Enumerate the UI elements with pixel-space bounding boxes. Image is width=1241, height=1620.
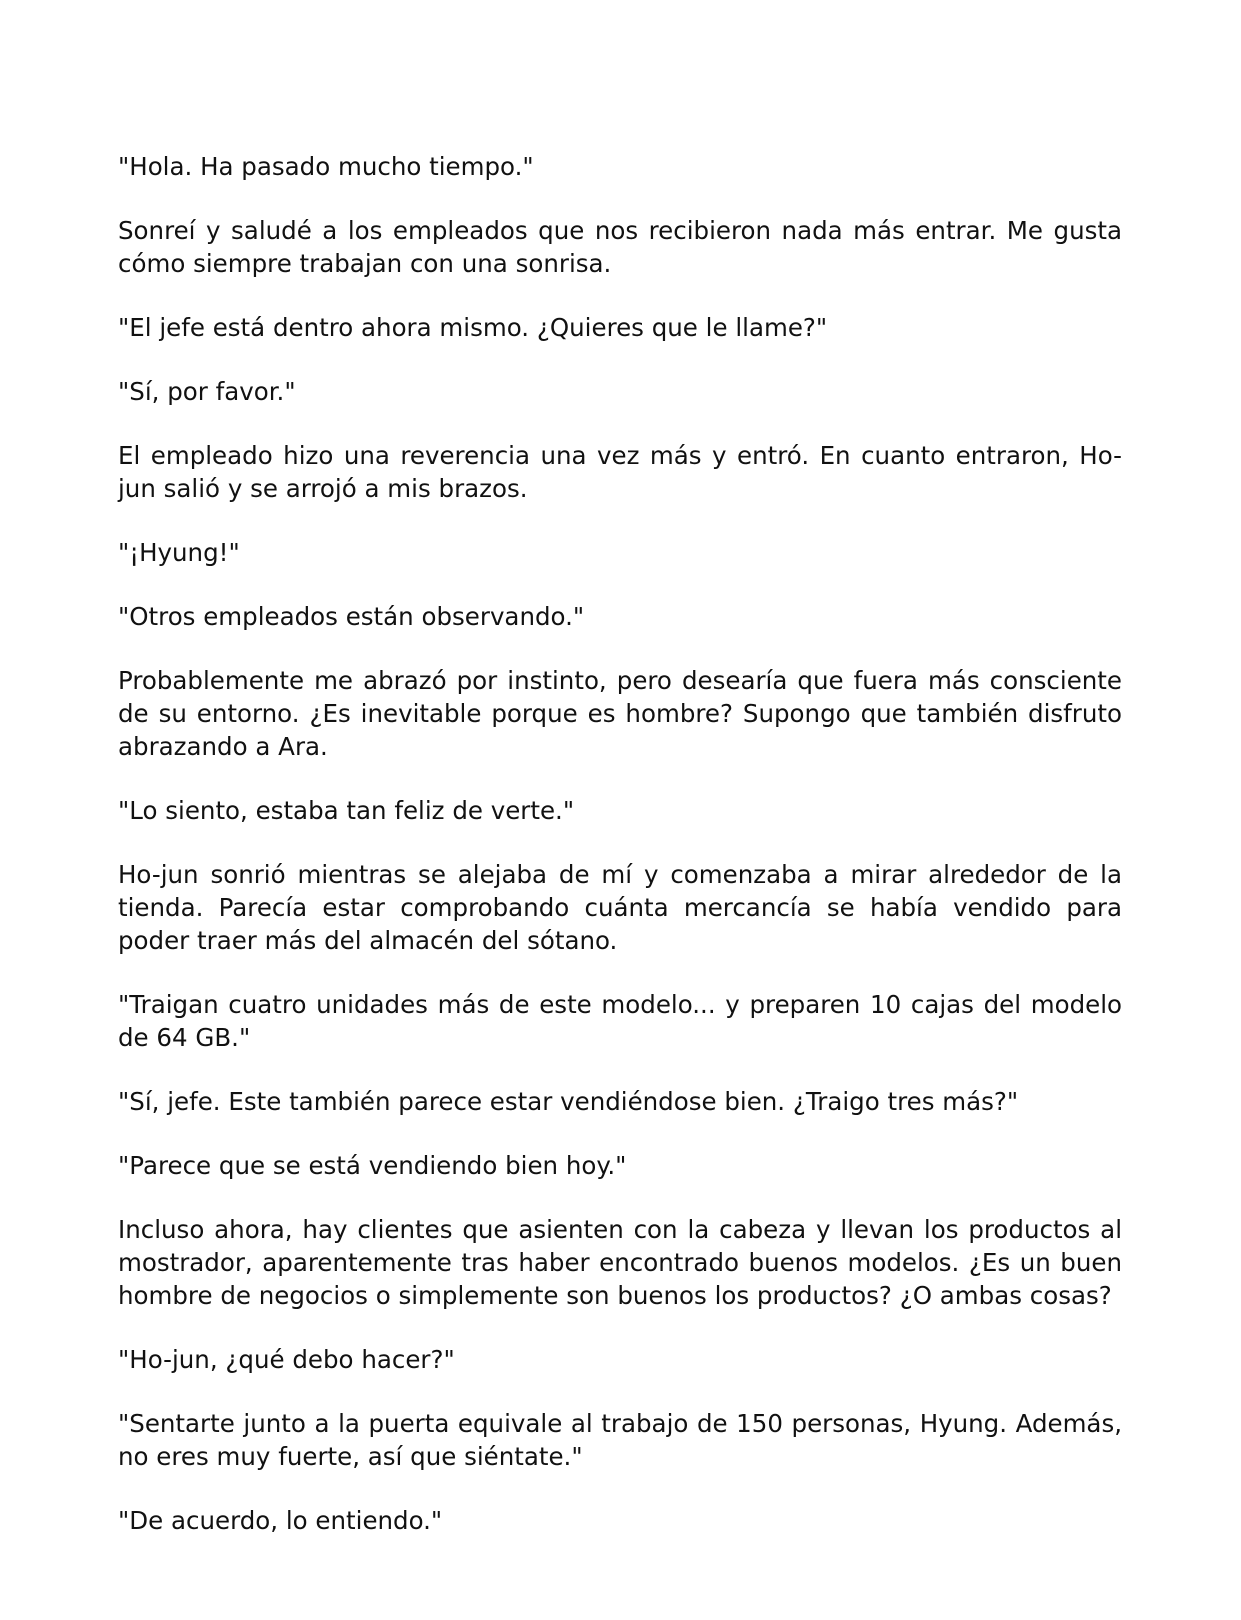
paragraph-2: Sonreí y saludé a los empleados que nos recibieron nada más entrar. Me gusta cómo siempre trabajan con una sonrisa.: [118, 216, 1122, 278]
paragraph-12: "Sí, jefe. Este también parece estar vendiéndose bien. ¿Traigo tres más?": [118, 1087, 1019, 1116]
paragraph-6: "¡Hyung!": [118, 538, 240, 567]
document-page: [118, 150, 1122, 1568]
paragraph-4: "Sí, por favor.": [118, 377, 296, 406]
paragraph-3: "El jefe está dentro ahora mismo. ¿Quieres que le llame?": [118, 313, 828, 342]
paragraph-10: Ho-jun sonrió mientras se alejaba de mí y comenzaba a mirar alrededor de la tienda. Parecía estar comprobando cuánta mercancía se había vendido para poder traer más del almacén del sótano.: [118, 860, 1122, 955]
paragraph-14: Incluso ahora, hay clientes que asienten con la cabeza y llevan los productos al mostrador, aparentemente tras haber encontrado buenos modelos. ¿Es un buen hombre de negocios o simplemente son buenos los productos? ¿O ambas cosas?: [118, 1215, 1122, 1310]
paragraph-17: "De acuerdo, lo entiendo.": [118, 1506, 443, 1535]
paragraph-13: "Parece que se está vendiendo bien hoy.": [118, 1151, 627, 1180]
paragraph-8: Probablemente me abrazó por instinto, pero desearía que fuera más consciente de su entorno. ¿Es inevitable porque es hombre? Supongo que también disfruto abrazando a Ara.: [118, 666, 1122, 761]
paragraph-5: El empleado hizo una reverencia una vez más y entró. En cuanto entraron, Ho-jun salió y se arrojó a mis brazos.: [118, 441, 1122, 503]
paragraph-9: "Lo siento, estaba tan feliz de verte.": [118, 796, 575, 825]
paragraph-7: "Otros empleados están observando.": [118, 602, 585, 631]
paragraph-11: "Traigan cuatro unidades más de este modelo... y preparen 10 cajas del modelo de 64 GB.": [118, 990, 1122, 1052]
paragraph-15: "Ho-jun, ¿qué debo hacer?": [118, 1345, 455, 1374]
paragraph-16: "Sentarte junto a la puerta equivale al trabajo de 150 personas, Hyung. Además, no eres muy fuerte, así que siéntate.": [118, 1409, 1122, 1471]
paragraph-1: "Hola. Ha pasado mucho tiempo.": [118, 152, 534, 181]
